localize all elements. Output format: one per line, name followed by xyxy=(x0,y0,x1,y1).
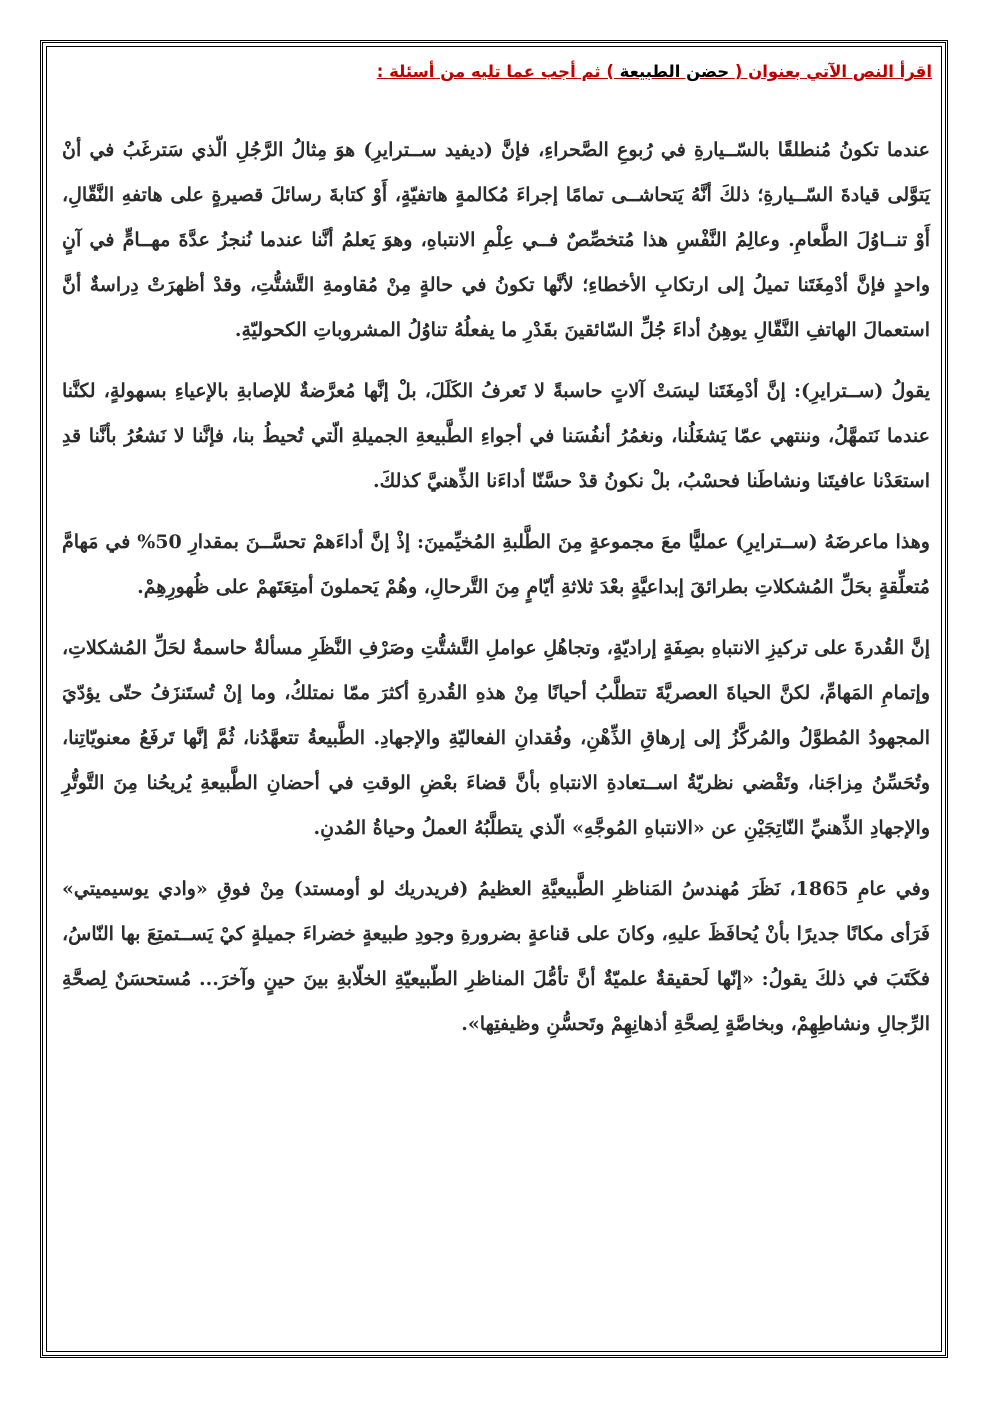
passage-title: حضن الطبيعة xyxy=(613,62,735,81)
paragraph-3: وهذا ماعرضَهُ (ســترايرِ) عمليًّا معَ مجموعةٍ مِنَ الطَّلبةِ المُخيِّمينَ: إذْ إنَّ أداءَهمْ تحسَّــنَ بمقدارِ 50% في مَهامَّ مُتعلِّقةٍ بحَلِّ المُشكلاتِ بطرائقَ إبداعيَّةٍ بعْدَ ثلاثةِ أيّامٍ مِنَ التَّرحالِ، وهُمْ يَحملونَ أمتِعَتَهمْ على ظُهورِهِمْ. xyxy=(62,531,930,598)
paragraph-2: يقولُ (ســترايرِ): إنَّ أدْمِغَتَنا ليسَتْ آلاتٍ حاسبةً لا تَعرفُ الكَلَلَ، بلْ إنَّها مُعرَّضةٌ للإصابةِ بالإعياءِ بسهولةٍ، لكنَّنا عندما نَتمهَّلُ، وننتهي عمّا يَشغَلُنا، ونغمُرُ أنفُسَنا في أجواءِ الطَّبيعةِ الجميلةِ الّتي تُحيطُ بنا، فإنَّنا لا نَشعُرُ بأنَّنا قدِ استعَدْنا عافيتَنا ونشاطَنا فحسْبُ، بلْ نكونُ قدْ حسَّنّا أداءَنا الذِّهنيَّ كذلكَ. xyxy=(62,380,930,492)
reading-instruction xyxy=(60,62,932,81)
passage-body xyxy=(62,128,930,1063)
instruction-prefix: اقرأ النص الآتي بعنوان ( xyxy=(734,62,932,81)
paragraph-4: إنَّ القُدرةَ على تركيزِ الانتباهِ بصِفَةٍ إراديّةٍ، وتجاهُلِ عواملِ التَّشتُّتِ وصَرْفِ النَّظَرِ مسألةٌ حاسمةٌ لحَلِّ المُشكلاتِ، وإتمامِ المَهامِّ، لكنَّ الحياةَ العصريَّةَ تتطلَّبُ أحيانًا مِنْ هذهِ القُدرةِ أكثرَ ممّا نمتلكُ، وما إنْ تُستَنزَفُ حتّى يؤدّيَ المجهودُ المُطوَّلُ والمُركَّزُ إلى إرهاقِ الذِّهْنِ، وفُقدانِ الفعاليّةِ والإجهادِ. الطَّبيعةُ تتعهَّدُنا، ثُمَّ إنَّها تَرفَعُ معنويّاتِنا، وتُحَسِّنُ مِزاجَنا، وتَقْضي نظريّةُ اســتعادةِ الانتباهِ بأنَّ قضاءَ بعْضِ الوقتِ في أحضانِ الطَّبيعةِ يُريحُنا مِنَ التَّوتُّرِ والإجهادِ الذِّهنيِّ النّاتِجَيْنِ عن «الانتباهِ المُوجَّهِ» الّذي يتطلَّبُهُ العملُ وحياةُ المُدنِ. xyxy=(62,637,930,839)
instruction-suffix: ) ثم أجب عما تليه من أسئلة : xyxy=(376,62,614,81)
paragraph-1: عندما تكونُ مُنطلقًا بالسّــيارةِ في رُبوعِ الصَّحراءِ، فإنَّ (ديفيد ســترايرِ) هوَ مِثالُ الرَّجُلِ الّذي سَترغَبُ في أنْ يَتوَّلى قيادةَ السّــيارةِ؛ ذلكَ أنَّهُ يَتحاشــى تمامًا إجراءَ مُكالمةٍ هاتفيّةٍ، أَوْ كتابةَ رسائلَ قصيرةٍ على هاتفهِ النَّقّالِ، أَوْ تنــاوُلَ الطَّعامِ. وعالِمُ النَّفْسِ هذا مُتخصِّصٌ فــي عِلْمِ الانتباهِ، وهوَ يَعلمُ أنَّنا عندما نُنجزُ عدَّةَ مهــامٍّ في آنٍ واحدٍ فإنَّ أدْمِغَتَنا تميلُ إلى ارتكابِ الأخطاءِ؛ لأنَّها تكونُ في حالةٍ مِنْ مُقاومةِ التَّشتُّتِ، وقدْ أظهرَتْ دِراسةٌ أنَّ استعمالَ الهاتفِ النَّقّالِ يوهِنُ أداءَ جُلِّ السّائقينَ بقَدْرِ ما يفعلُهُ تناوُلُ المشروباتِ الكحوليّةِ. xyxy=(62,139,930,341)
paragraph-5: وفي عامِ 1865، نَظَرَ مُهندسُ المَناظرِ الطَّبيعيَّةِ العظيمُ (فريدريك لو أومستد) مِنْ فوقِ «وادي يوسيميتي» فَرَأى مكانًا جديرًا بأنْ يُحافَظَ عليهِ، وكانَ على قناعةٍ بضرورةِ وجودِ طبيعةٍ خضراءَ جميلةٍ كيْ يَســتمتِعَ بها النّاسُ، فكَتَبَ في ذلكَ يقولُ: «إنّها لَحقيقةٌ علميّةٌ أنَّ تأمُّلَ المناظرِ الطّبيعيّةِ الخلّابةِ بينَ حينٍ وآخرَ... مُستحسَنٌ لِصحَّةِ الرِّجالِ ونشاطِهِمْ، وبخاصَّةٍ لِصحَّةِ أذهانِهِمْ وتَحسُّنِ وظيفتِها». xyxy=(62,878,930,1035)
